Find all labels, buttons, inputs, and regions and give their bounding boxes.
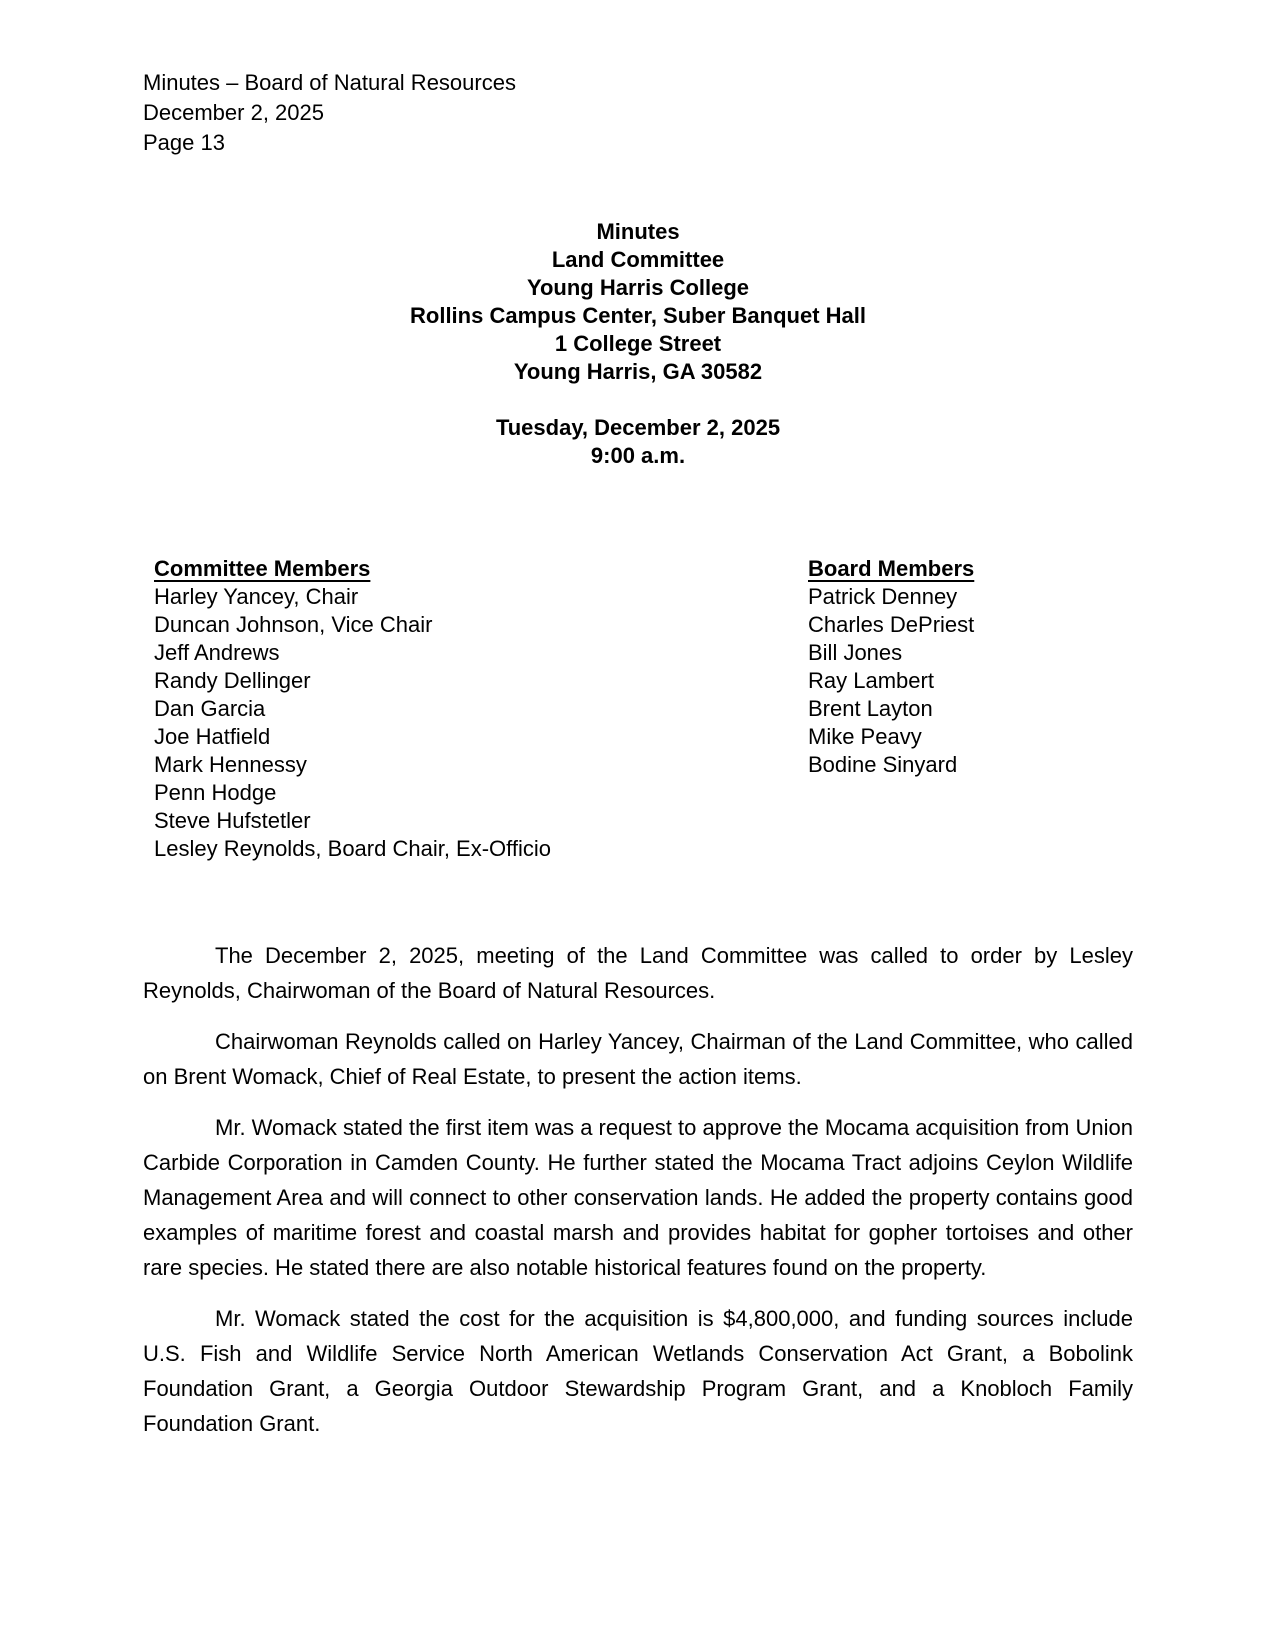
committee-member-name: Harley Yancey, Chair xyxy=(154,584,359,609)
committee-member-name: Joe Hatfield xyxy=(154,724,271,749)
title-spacer xyxy=(143,386,1133,414)
board-member-name: Ray Lambert xyxy=(808,668,934,693)
committee-member-name: Lesley Reynolds, Board Chair, Ex-Officio xyxy=(154,836,551,861)
committee-member-name: Randy Dellinger xyxy=(154,668,311,693)
committee-members-heading: Committee Members xyxy=(154,556,371,581)
board-member-name: Charles DePriest xyxy=(808,612,975,637)
committee-member-name: Dan Garcia xyxy=(154,696,266,721)
title-line-college: Young Harris College xyxy=(526,275,750,300)
title-line-committee: Land Committee xyxy=(551,247,725,272)
board-members-heading: Board Members xyxy=(808,556,975,581)
minutes-body xyxy=(143,938,1133,1441)
board-member-name: Bill Jones xyxy=(808,640,903,665)
committee-member-name: Mark Hennessy xyxy=(154,752,307,777)
page-header xyxy=(143,68,1133,158)
board-member-name: Brent Layton xyxy=(808,696,933,721)
board-member-name: Mike Peavy xyxy=(808,724,922,749)
title-line-city: Young Harris, GA 30582 xyxy=(513,359,763,384)
paragraph-call-to-order: The December 2, 2025, meeting of the Land Committee was called to order by Lesley Reynolds, Chairwoman of the Board of Natural Resources. xyxy=(143,943,1133,1003)
title-line-minutes: Minutes xyxy=(596,219,680,244)
title-line-venue: Rollins Campus Center, Suber Banquet Hall xyxy=(410,303,866,328)
members-section xyxy=(143,555,1133,863)
committee-member-name: Steve Hufstetler xyxy=(154,808,311,833)
title-line-time: 9:00 a.m. xyxy=(590,443,686,468)
title-line-street: 1 College Street xyxy=(554,331,722,356)
committee-member-name: Duncan Johnson, Vice Chair xyxy=(154,612,433,637)
header-date: December 2, 2025 xyxy=(143,100,324,125)
board-member-name: Bodine Sinyard xyxy=(808,752,958,777)
header-page-number: Page 13 xyxy=(143,130,225,155)
header-doc-title: Minutes – Board of Natural Resources xyxy=(143,70,516,95)
committee-member-name: Jeff Andrews xyxy=(154,640,280,665)
paragraph-mocama-acquisition: Mr. Womack stated the first item was a request to approve the Mocama acquisition from Union Carbide Corporation in Camden County. He further stated the Mocama Tract adjoins Ceylon Wildlife Management Area and will connect to other conservation lands. He added the property contains good examples of maritime forest and coastal marsh and provides habitat for gopher tortoises and other rare species. He stated there are also notable historical features found on the property. xyxy=(143,1115,1133,1280)
paragraph-acquisition-cost: Mr. Womack stated the cost for the acquisition is $4,800,000, and funding sources include U.S. Fish and Wildlife Service North American Wetlands Conservation Act Grant, a Bobolink Foundation Grant, a Georgia Outdoor Stewardship Program Grant, and a Knobloch Family Foundation Grant. xyxy=(143,1306,1133,1436)
board-member-name: Patrick Denney xyxy=(808,584,958,609)
committee-members-column xyxy=(154,555,808,863)
paragraph-chair-intro: Chairwoman Reynolds called on Harley Yancey, Chairman of the Land Committee, who called on Brent Womack, Chief of Real Estate, to present the action items. xyxy=(143,1029,1133,1089)
title-line-date: Tuesday, December 2, 2025 xyxy=(495,415,781,440)
title-block xyxy=(143,218,1133,470)
committee-member-name: Penn Hodge xyxy=(154,780,277,805)
board-members-column xyxy=(808,555,1133,863)
